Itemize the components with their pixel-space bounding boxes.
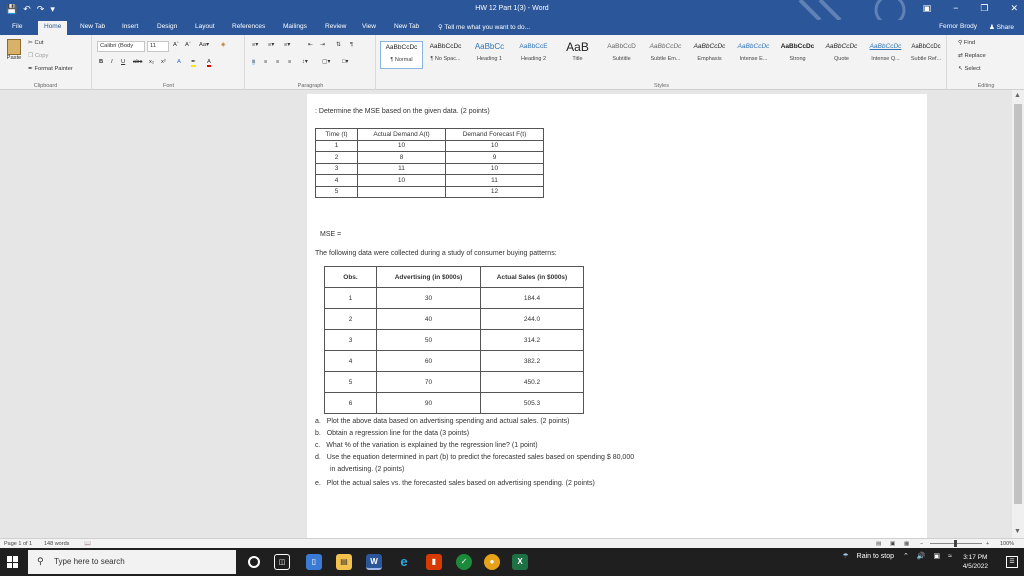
table-cell: 10 — [358, 140, 446, 152]
strikethrough-button[interactable]: abc — [133, 59, 143, 65]
cut-button[interactable]: ✂ Cut — [28, 40, 44, 46]
app-icon[interactable]: ✓ — [456, 554, 472, 570]
tab-review[interactable]: Review — [325, 23, 347, 30]
style-quote[interactable]: AaBbCcDc Quote — [825, 43, 858, 62]
search-icon: ⚲ — [37, 556, 44, 566]
table-cell: 30 — [377, 288, 481, 309]
question-e: e. Plot the actual sales vs. the forecasted sales based on advertising spending. (2 points) — [315, 480, 595, 487]
table-header: Time (t) — [316, 129, 358, 141]
borders-icon[interactable]: □▾ — [342, 59, 349, 65]
table-cell: 9 — [446, 152, 544, 164]
search-icon: ⚲ — [958, 40, 964, 46]
font-size-select[interactable]: 11 — [147, 41, 169, 52]
tab-new-tab-2[interactable]: New Tab — [394, 23, 420, 30]
tab-design[interactable]: Design — [157, 23, 178, 30]
proofing-icon[interactable]: 📖 — [84, 541, 91, 547]
clipboard-group — [0, 35, 92, 90]
style-subtle-emphasis[interactable]: AaBbCcDc Subtle Em... — [649, 43, 682, 62]
window-controls — [923, 3, 1018, 14]
style-heading-2[interactable]: AaBbCcE Heading 2 — [519, 43, 548, 62]
clipboard-label: Clipboard — [33, 83, 58, 89]
table-cell: 382.2 — [481, 351, 584, 372]
vertical-scrollbar[interactable] — [1012, 90, 1024, 538]
table-cell: 184.4 — [481, 288, 584, 309]
justify-icon[interactable]: ≡ — [288, 59, 292, 65]
table-cell: 450.2 — [481, 372, 584, 393]
table-row — [325, 309, 584, 330]
window-title: HW 12 Part 1(3) - Word — [475, 5, 549, 12]
copy-icon: ❐ — [28, 53, 35, 59]
style-subtitle[interactable]: AaBbCcD Subtitle — [607, 43, 636, 62]
table-cell: 10 — [446, 140, 544, 152]
status-bar — [0, 538, 1024, 548]
font-group — [93, 35, 245, 90]
align-left-icon[interactable]: ≡ — [252, 59, 256, 65]
table-cell: 244.0 — [481, 309, 584, 330]
table-cell: 3 — [316, 163, 358, 175]
word-count[interactable]: 148 words — [44, 541, 70, 547]
person-icon: ♟ — [989, 24, 997, 31]
ribbon-tabs — [0, 20, 1024, 35]
editing-group — [948, 35, 1024, 90]
table-header: Actual Demand A(t) — [358, 129, 446, 141]
excel-icon[interactable]: X — [512, 554, 528, 570]
save-icon[interactable]: 💾 — [6, 4, 18, 14]
table-row — [325, 288, 584, 309]
table-header-row — [316, 129, 544, 141]
increase-indent-icon[interactable]: ⇥ — [320, 42, 325, 48]
word-icon[interactable]: W — [366, 554, 382, 570]
table-cell: 12 — [446, 186, 544, 198]
lightbulb-icon: ⚲ — [438, 24, 445, 31]
zoom-out-icon[interactable]: − — [920, 541, 924, 547]
question-a: a. Plot the above data based on advertising spending and actual sales. (2 points) — [315, 418, 570, 425]
store-icon[interactable]: ▯ — [306, 554, 322, 570]
replace-button[interactable]: ⇄ Replace — [958, 53, 986, 59]
style-title[interactable]: AaB Title — [566, 41, 589, 62]
tab-file[interactable]: File — [12, 23, 23, 30]
table-row — [316, 152, 544, 164]
select-button[interactable]: ↖ Select — [958, 66, 981, 72]
zoom-in-icon[interactable]: + — [986, 541, 990, 547]
table-cell: 5 — [325, 372, 377, 393]
table-header: Demand Forecast F(t) — [446, 129, 544, 141]
zoom-level[interactable]: 100% — [1000, 541, 1015, 547]
question-d-continued: in advertising. (2 points) — [330, 466, 405, 473]
undo-icon[interactable]: ↶ — [23, 4, 31, 14]
align-right-icon[interactable]: ≡ — [276, 59, 280, 65]
table-header-row — [325, 267, 584, 288]
chrome-icon[interactable]: ● — [484, 554, 500, 570]
system-tray — [903, 552, 952, 560]
taskbar-search[interactable]: ⚲ Type here to search — [28, 550, 236, 574]
style-subtle-reference[interactable]: AaBbCcDc Subtle Ref... — [910, 44, 942, 62]
close-button[interactable]: ✕ — [1010, 3, 1018, 13]
line-spacing-icon[interactable]: ↕▾ — [302, 59, 308, 65]
table-cell: 505.3 — [481, 393, 584, 414]
font-name-select[interactable]: Calibri (Body — [97, 41, 145, 52]
table-cell — [358, 186, 446, 198]
table-cell: 11 — [358, 163, 446, 175]
style-intense-quote[interactable]: AaBbCcDc Intense Q... — [869, 43, 902, 62]
brush-icon: ✒ — [28, 66, 35, 72]
paste-icon — [7, 39, 21, 55]
table-cell: 10 — [358, 175, 446, 187]
network-icon[interactable]: ▣ — [933, 553, 941, 560]
read-mode-icon[interactable]: ▤ — [876, 541, 882, 547]
find-button[interactable]: ⚲ Find — [958, 40, 976, 46]
numbering-icon[interactable]: ≡▾ — [268, 42, 275, 48]
underline-button[interactable]: U — [121, 59, 126, 65]
scissors-icon: ✂ — [28, 40, 35, 46]
table-header: Advertising (in $000s) — [377, 267, 481, 288]
customize-qat-icon[interactable]: ▾ — [50, 4, 55, 14]
table-cell: 1 — [316, 140, 358, 152]
volume-icon[interactable]: 🔊 — [916, 553, 926, 560]
tab-mailings[interactable]: Mailings — [283, 23, 307, 30]
tab-view[interactable]: View — [362, 23, 376, 30]
multilevel-list-icon[interactable]: ≡▾ — [284, 42, 291, 48]
editing-label: Editing — [977, 83, 995, 89]
paragraph-group — [246, 35, 376, 90]
question-b: b. Obtain a regression line for the data (3 points) — [315, 430, 470, 437]
table-cell: 10 — [446, 163, 544, 175]
table-cell: 5 — [316, 186, 358, 198]
weather-widget[interactable]: ☂ Rain to stop — [842, 552, 894, 560]
table-cell: 11 — [446, 175, 544, 187]
styles-label: Styles — [654, 83, 669, 89]
taskbar — [0, 548, 1024, 576]
tab-home[interactable]: Home — [38, 21, 67, 35]
web-layout-icon[interactable]: ▦ — [904, 541, 910, 547]
change-case-icon[interactable]: Aa▾ — [199, 42, 210, 48]
style-intense-emphasis[interactable]: AaBbCcDc Intense E... — [737, 43, 770, 62]
table-cell: 50 — [377, 330, 481, 351]
table-cell: 2 — [316, 152, 358, 164]
mse-answer-label: MSE = — [320, 231, 342, 238]
table-header: Obs. — [325, 267, 377, 288]
page-count[interactable]: Page 1 of 1 — [4, 541, 33, 547]
paste-button[interactable]: Paste — [4, 39, 24, 69]
title-bar — [0, 0, 1024, 20]
tab-references[interactable]: References — [232, 23, 266, 30]
table-row — [325, 351, 584, 372]
styles-group — [377, 35, 947, 90]
table-row — [316, 175, 544, 187]
table-cell: 6 — [325, 393, 377, 414]
table-cell: 314.2 — [481, 330, 584, 351]
share-button[interactable]: ♟ Share — [989, 24, 1014, 31]
table-row — [316, 140, 544, 152]
forecast-table — [315, 128, 544, 198]
tab-new-tab[interactable]: New Tab — [80, 23, 106, 30]
user-name[interactable]: Fernor Brody — [939, 23, 977, 30]
grow-font-icon[interactable]: Aˆ — [173, 42, 179, 48]
scroll-down-icon[interactable]: ▼ — [1014, 528, 1021, 535]
zoom-slider-handle[interactable] — [954, 540, 957, 547]
wifi-icon[interactable]: ≈ — [948, 552, 952, 560]
cortana-icon[interactable] — [248, 556, 260, 568]
bullets-icon[interactable]: ≡▾ — [252, 42, 259, 48]
bold-button[interactable]: B — [99, 59, 104, 65]
sort-icon[interactable]: ⇅ — [336, 42, 341, 48]
document-page[interactable] — [307, 94, 927, 548]
superscript-button[interactable]: x² — [161, 59, 166, 65]
ribbon — [0, 35, 1024, 90]
table-row — [316, 163, 544, 175]
align-center-icon[interactable]: ≡ — [264, 59, 268, 65]
decrease-indent-icon[interactable]: ⇤ — [308, 42, 313, 48]
table-cell: 3 — [325, 330, 377, 351]
table-cell: 90 — [377, 393, 481, 414]
table-row — [325, 393, 584, 414]
advertising-sales-table — [324, 266, 584, 414]
edge-icon[interactable]: e — [396, 554, 412, 570]
font-label: Font — [162, 83, 174, 89]
style-strong[interactable]: AaBbCcDc Strong — [780, 43, 815, 62]
table-header: Actual Sales (in $000s) — [481, 267, 584, 288]
table-cell: 2 — [325, 309, 377, 330]
table-cell: 4 — [316, 175, 358, 187]
ribbon-display-icon[interactable]: ▣ — [922, 3, 932, 13]
replace-icon: ⇄ — [958, 53, 965, 59]
highlight-icon[interactable]: ✒ — [191, 59, 196, 65]
table-cell: 70 — [377, 372, 481, 393]
question-d: d. Use the equation determined in part (b) to predict the forecasted sales based on spending $ 80,000 — [315, 454, 635, 461]
table-cell: 8 — [358, 152, 446, 164]
style-no-spacing[interactable]: AaBbCcDc ¶ No Spac... — [429, 43, 462, 62]
office-icon[interactable]: ▮ — [426, 554, 442, 570]
consumer-data-intro: The following data were collected during a study of consumer buying patterns: — [315, 250, 557, 257]
font-color-icon[interactable]: A — [207, 59, 211, 65]
question-c: c. What % of the variation is explained by the regression line? (1 point) — [315, 442, 538, 449]
style-emphasis[interactable]: AaBbCcDc Emphasis — [693, 43, 726, 62]
clock[interactable]: 3:17 PM 4/5/2022 — [962, 554, 988, 570]
style-heading-1[interactable]: AaBbCc Heading 1 — [474, 42, 505, 62]
table-row — [316, 186, 544, 198]
tab-insert[interactable]: Insert — [122, 23, 139, 30]
shading-icon[interactable]: ▢▾ — [322, 59, 331, 65]
file-explorer-icon[interactable]: ▤ — [336, 554, 352, 570]
format-painter-button[interactable]: ✒ Format Painter — [28, 66, 73, 72]
scroll-thumb[interactable] — [1014, 104, 1022, 504]
copy-button[interactable]: ❐ Copy — [28, 53, 49, 59]
italic-button[interactable]: I — [111, 59, 113, 65]
table-cell: 1 — [325, 288, 377, 309]
rain-icon: ☂ — [842, 553, 849, 560]
clear-formatting-icon[interactable]: ◈ — [221, 42, 226, 48]
restore-button[interactable]: ❐ — [980, 3, 989, 13]
mse-question: : Determine the MSE based on the given data. (2 points) — [315, 108, 490, 115]
chevron-up-icon[interactable]: ⌃ — [902, 553, 909, 560]
tell-me-search[interactable]: ⚲ Tell me what you want to do... — [438, 24, 531, 31]
table-cell: 60 — [377, 351, 481, 372]
task-view-icon[interactable]: ◫ — [274, 554, 290, 570]
tab-layout[interactable]: Layout — [195, 23, 215, 30]
cursor-icon: ↖ — [958, 66, 965, 72]
table-row — [325, 330, 584, 351]
shrink-font-icon[interactable]: Aˇ — [185, 42, 191, 48]
text-effects-icon[interactable]: A — [177, 59, 181, 65]
notification-icon[interactable]: ☰ — [1006, 556, 1018, 568]
minimize-button[interactable]: − — [953, 3, 959, 13]
print-layout-icon[interactable]: ▣ — [890, 541, 896, 547]
scroll-up-icon[interactable]: ▲ — [1014, 92, 1021, 99]
start-button[interactable] — [7, 556, 19, 568]
redo-icon[interactable]: ↷ — [36, 4, 45, 14]
table-cell: 4 — [325, 351, 377, 372]
paragraph-label: Paragraph — [297, 83, 324, 89]
style-normal[interactable]: AaBbCcDc ¶ Normal — [380, 41, 423, 69]
table-row — [325, 372, 584, 393]
show-marks-icon[interactable]: ¶ — [350, 42, 354, 48]
table-cell: 40 — [377, 309, 481, 330]
subscript-button[interactable]: x₂ — [149, 59, 155, 65]
